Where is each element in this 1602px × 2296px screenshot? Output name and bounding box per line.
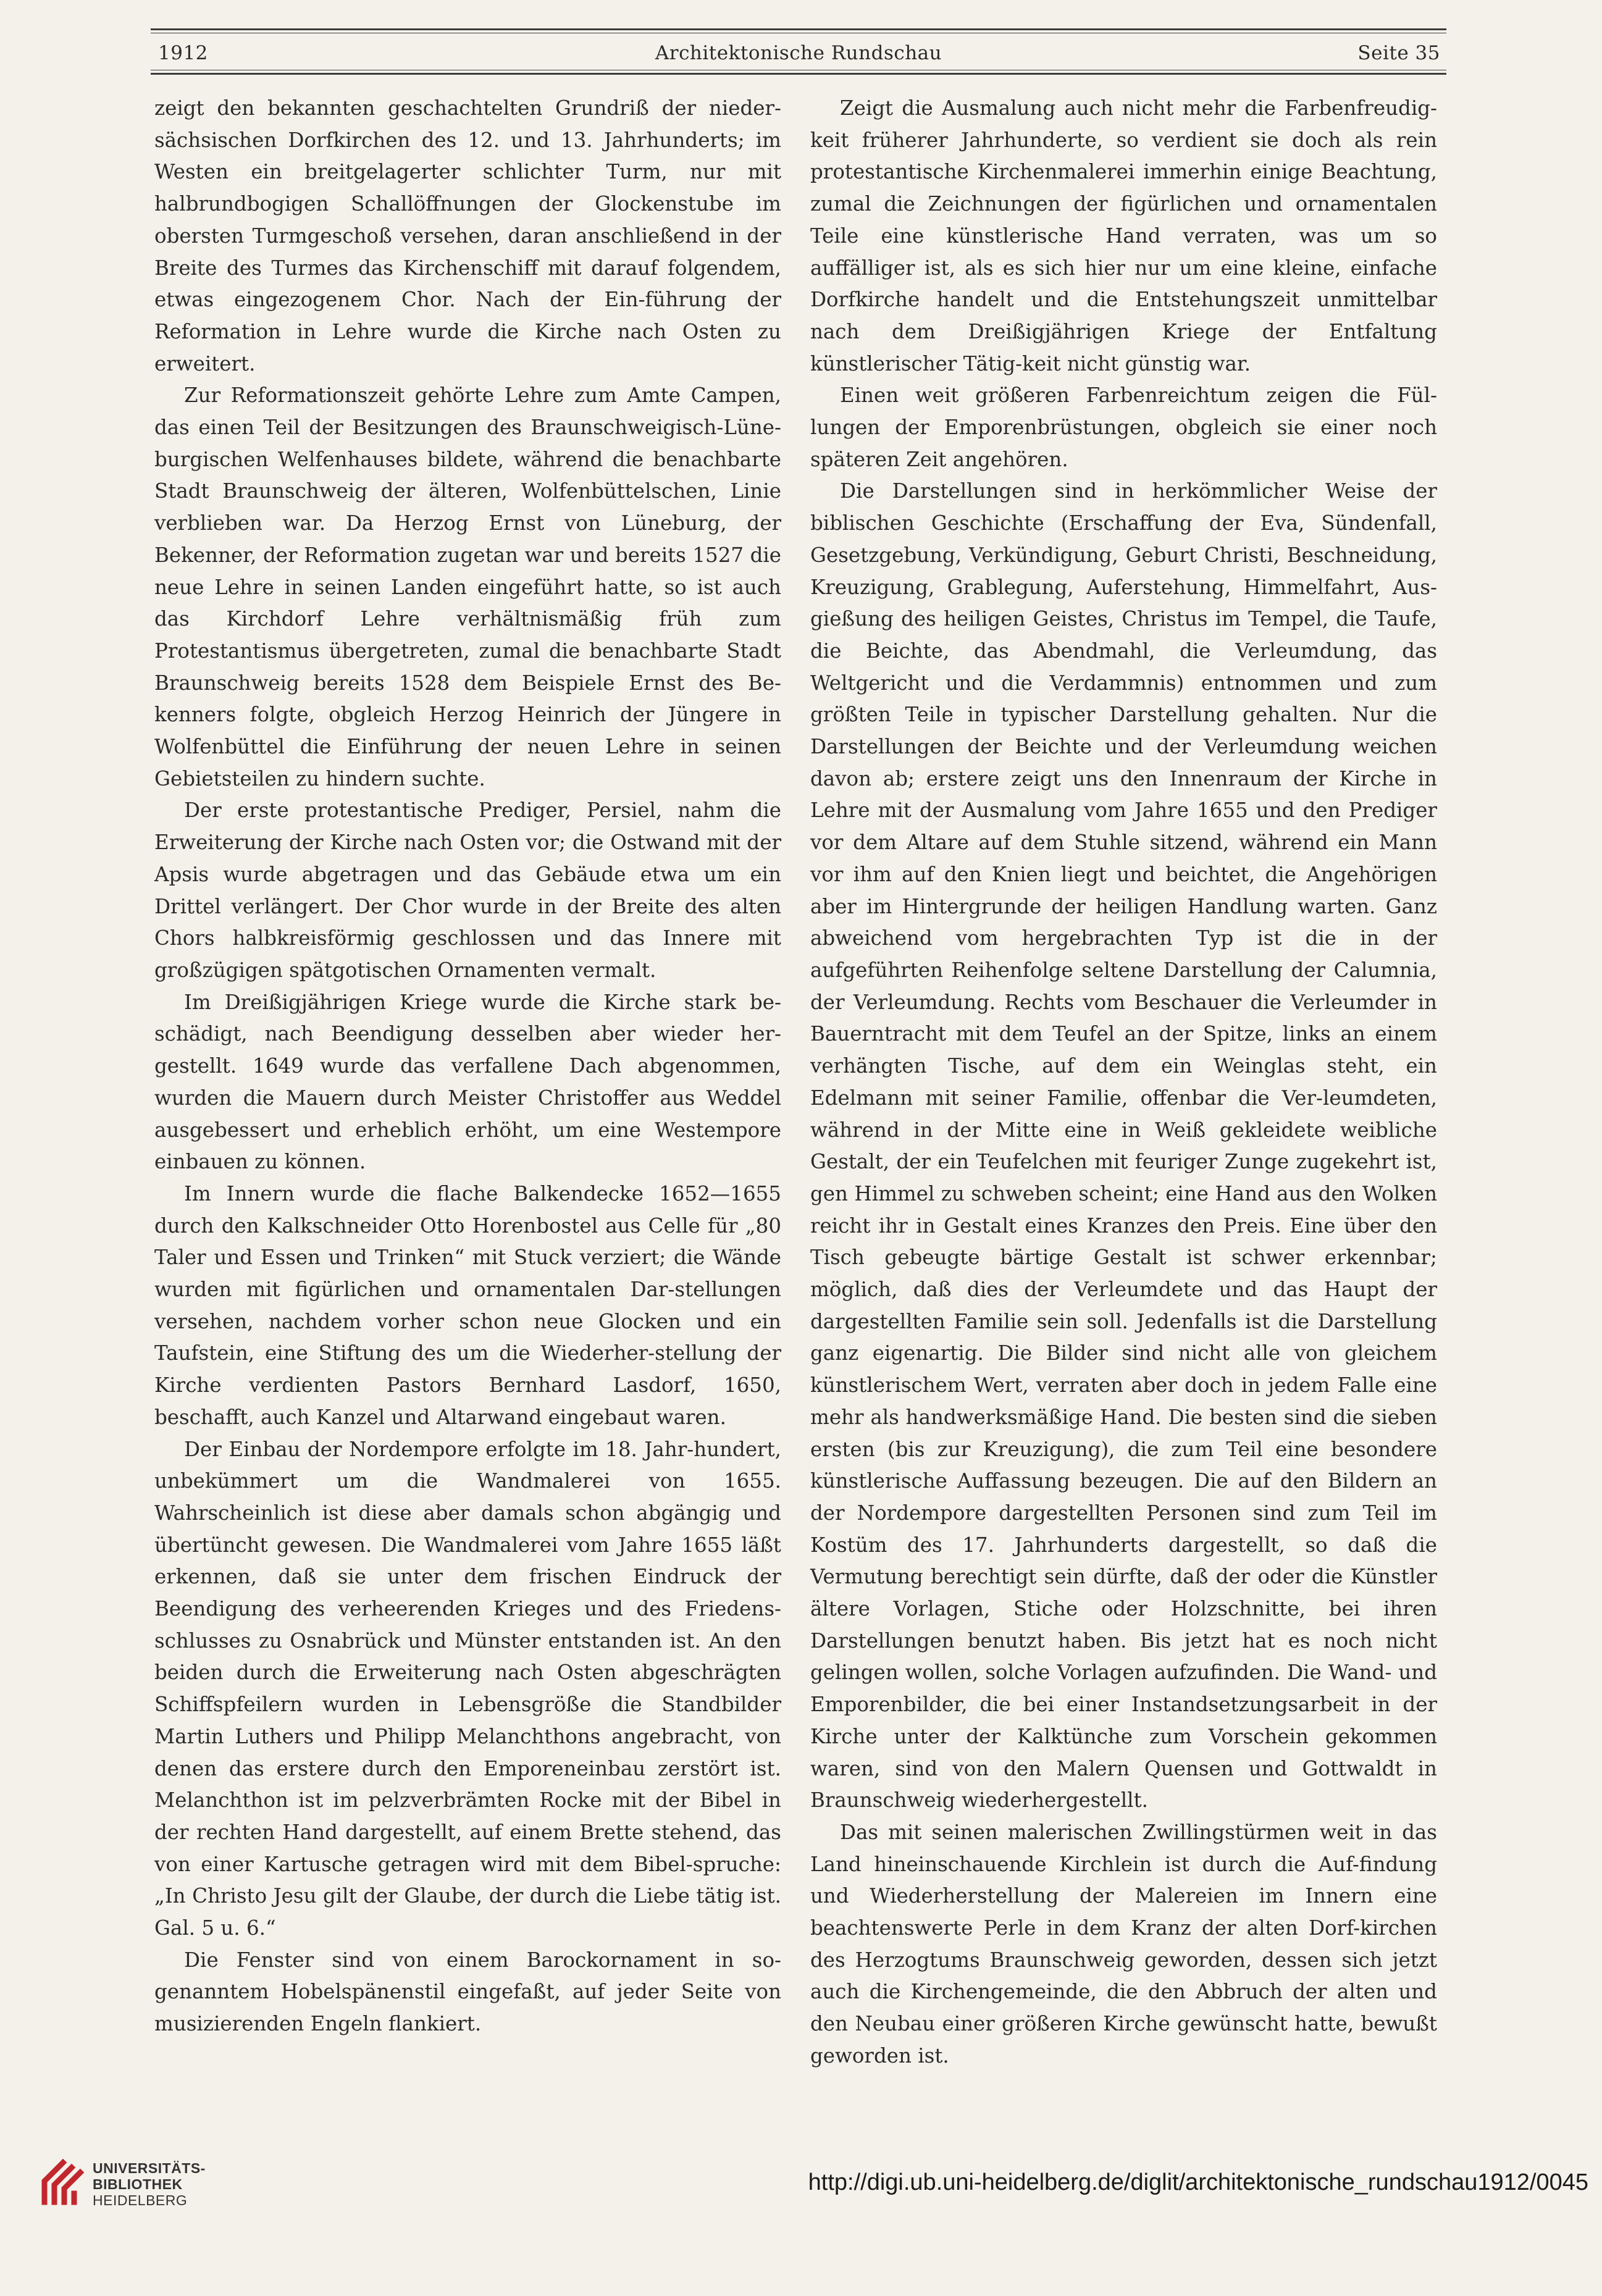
library-name-line-3: HEIDELBERG <box>93 2192 188 2208</box>
header-journal-title: Architektonische Rundschau <box>655 42 942 64</box>
library-name <box>93 2160 206 2208</box>
right-column <box>810 93 1437 2072</box>
header-page-number: Seite 35 <box>1357 42 1440 64</box>
paragraph: Das mit seinen malerischen Zwillingstürmen weit in das Land hineinschauende Kirchlein ist durch die Auf-findung und Wiederherstellung der Malereien im Innern eine beachtenswerte Perle in dem Kranz der alten Dorf-kirchen des Herzogtums Braunschweig geworden, dessen sich jetzt auch die Kirchengemeinde, die den Abbruch der alten und den Neubau einer größeren Kirche gewünscht hatte, bewußt geworden ist. <box>810 1820 1437 2068</box>
header-rule-bottom <box>151 73 1446 75</box>
header-rule-top <box>151 28 1446 30</box>
library-name-line-2: BIBLIOTHEK <box>93 2176 183 2192</box>
digitization-footer <box>0 2124 1602 2248</box>
library-logo-icon <box>36 2145 89 2211</box>
library-name-line-1: UNIVERSITÄTS- <box>93 2160 206 2176</box>
paragraph: Die Darstellungen sind in herkömmlicher Weise der biblischen Geschichte (Erschaffung der Eva, Sündenfall, Gesetzgebung, Verkündigung, Geburt Christi, Beschneidung, Kreuzigung, Grablegung, Auferstehung, Himmelfahrt, Aus-gießung des heiligen Geistes, Christus im Tempel, die Taufe, die Beichte, das Abendmahl, die Verleumdung, das Weltgericht und die Verdammnis) entnommen und zum größten Teile in typischer Darstellung gehalten. Nur die Darstellungen der Beichte und der Verleumdung weichen davon ab; erstere zeigt uns den Innenraum der Kirche in Lehre mit der Ausmalung vom Jahre 1655 und den Prediger vor dem Altare auf dem Stuhle sitzend, während ein Mann vor ihm auf den Knien liegt und beichtet, die Angehörigen aber im Hintergrunde der heiligen Handlung warten. Ganz abweichend vom hergebrachten Typ ist die in der aufgeführten Reihenfolge seltene Darstellung der Calumnia, der Verleumdung. Rechts vom Beschauer die Verleumder in Bauerntracht mit dem Teufel an der Spitze, links an einem verhängten Tische, auf dem ein Weinglas steht, ein Edelmann mit seiner Familie, offenbar die Ver-leumdeten, während in der Mitte eine in Weiß gekleidete weibliche Gestalt, der ein Teufelchen mit feuriger Zunge zugekehrt ist, gen Himmel zu schweben scheint; eine Hand aus den Wolken reicht ihr in Gestalt eines Kranzes den Preis. Eine über den Tisch gebeugte bärtige Gestalt ist schwer erkennbar; möglich, daß dies der Verleumdete und das Haupt der dargestellten Familie sein soll. Jedenfalls ist die Darstellung ganz eigenartig. Die Bilder sind nicht alle von gleichem künstlerischem Wert, verraten aber doch in jedem Falle eine mehr als handwerksmäßige Hand. Die besten sind die sieben ersten (bis zur Kreuzigung), die zum Teil eine besondere künstlerische Auffassung bezeugen. Die auf den Bildern an der Nordempore dargestellten Personen sind zum Teil im Kostüm des 17. Jahrhunderts dargestellt, so daß die Vermutung berechtigt sein dürfte, daß der oder die Künstler ältere Vorlagen, Stiche oder Holzschnitte, bei ihren Darstellungen benutzt haben. Bis jetzt hat es noch nicht gelingen wollen, solche Vorlagen aufzufinden. Die Wand- und Emporenbilder, die bei einer Instandsetzungsarbeit in der Kirche unter der Kalktünche zum Vorschein gekommen waren, sind von den Malern Quensen und Gottwaldt in Braunschweig wiederhergestellt. <box>810 479 1437 1812</box>
paragraph: Die Fenster sind von einem Barockornament in so-genanntem Hobelspänenstil eingefaßt, auf jeder Seite von musizierenden Engeln flankiert. <box>154 1948 781 2036</box>
paragraph: Zur Reformationszeit gehörte Lehre zum Amte Campen, das einen Teil der Besitzungen des Braunschweigisch-Lüne-burgischen Welfenhauses bildete, während die benachbarte Stadt Braunschweig der älteren, Wolfenbüttelschen, Linie verblieben war. Da Herzog Ernst von Lüneburg, der Bekenner, der Reformation zugetan war und bereits 1527 die neue Lehre in seinen Landen eingeführt hatte, so ist auch das Kirchdorf Lehre verhältnismäßig früh zum Protestantismus übergetreten, zumal die benachbarte Stadt Braunschweig bereits 1528 dem Beispiele Ernst des Be-kenners folgte, obgleich Herzog Heinrich der Jüngere in Wolfenbüttel die Einführung der neuen Lehre in seinen Gebietsteilen zu hindern suchte. <box>154 383 781 790</box>
left-column <box>154 93 781 2040</box>
running-header <box>151 42 1446 68</box>
paragraph: zeigt den bekannten geschachtelten Grundriß der nieder-sächsischen Dorfkirchen des 12. und 13. Jahrhunderts; im Westen ein breitgelagerter schlichter Turm, nur mit halbrundbogigen Schallöffnungen der Glockenstube im obersten Turmgeschoß versehen, daran anschließend in der Breite des Turmes das Kirchenschiff mit darauf folgendem, etwas eingezogenem Chor. Nach der Ein-führung der Reformation in Lehre wurde die Kirche nach Osten zu erweitert. <box>154 96 781 375</box>
paragraph: Einen weit größeren Farbenreichtum zeigen die Fül-lungen der Emporenbrüstungen, obgleich sie einer noch späteren Zeit angehören. <box>810 383 1437 471</box>
paragraph: Im Innern wurde die flache Balkendecke 1652—1655 durch den Kalkschneider Otto Horenbostel aus Celle für „80 Taler und Essen und Trinken“ mit Stuck verziert; die Wände wurden mit figürlichen und ornamentalen Dar-stellungen versehen, nachdem vorher schon neue Glocken und ein Taufstein, eine Stiftung des um die Wiederher-stellung der Kirche verdienten Pastors Bernhard Lasdorf, 1650, beschafft, auch Kanzel und Altarwand eingebaut waren. <box>154 1181 781 1429</box>
header-year: 1912 <box>158 42 208 64</box>
paragraph: Zeigt die Ausmalung auch nicht mehr die Farbenfreudig-keit früherer Jahrhunderte, so verdient sie doch als rein protestantische Kirchenmalerei immerhin einige Beachtung, zumal die Zeichnungen der figürlichen und ornamentalen Teile eine künstlerische Hand verraten, was um so auffälliger ist, als es sich hier nur um eine kleine, einfache Dorfkirche handelt und die Entstehungszeit unmittelbar nach dem Dreißigjährigen Kriege der Entfaltung künstlerischer Tätig-keit nicht günstig war. <box>810 96 1437 375</box>
source-url-link[interactable]: http://digi.ub.uni-heidelberg.de/diglit/architektonische_rundschau1912/0045 <box>808 2169 1588 2195</box>
paragraph: Der Einbau der Nordempore erfolgte im 18. Jahr-hundert, unbekümmert um die Wandmalerei von 1655. Wahrscheinlich ist diese aber damals schon abgängig und übertüncht gewesen. Die Wandmalerei vom Jahre 1655 läßt erkennen, daß sie unter dem frischen Eindruck der Beendigung des verheerenden Krieges und des Friedens-schlusses zu Osnabrück und Münster entstanden ist. An den beiden durch die Erweiterung nach Osten abgeschrägten Schiffspfeilern wurden in Lebensgröße die Standbilder Martin Luthers und Philipp Melanchthons angebracht, von denen das erstere durch den Emporeneinbau zerstört ist. Melanchthon ist im pelzverbrämten Rocke mit der Bibel in der rechten Hand dargestellt, auf einem Brette stehend, das von einer Kartusche getragen wird mit dem Bibel-spruche: „In Christo Jesu gilt der Glaube, der durch die Liebe tätig ist. Gal. 5 u. 6.“ <box>154 1437 781 1940</box>
paragraph: Der erste protestantische Prediger, Persiel, nahm die Erweiterung der Kirche nach Osten vor; die Ostwand mit der Apsis wurde abgetragen und das Gebäude etwa um ein Drittel verlängert. Der Chor wurde in der Breite des alten Chors halbkreisförmig geschlossen und das Innere mit großzügigen spätgotischen Ornamenten vermalt. <box>154 798 781 982</box>
paragraph: Im Dreißigjährigen Kriege wurde die Kirche stark be-schädigt, nach Beendigung desselben aber wieder her-gestellt. 1649 wurde das verfallene Dach abgenommen, wurden die Mauern durch Meister Christoffer aus Weddel ausgebessert und erheblich erhöht, um eine Westempore einbauen zu können. <box>154 990 781 1174</box>
